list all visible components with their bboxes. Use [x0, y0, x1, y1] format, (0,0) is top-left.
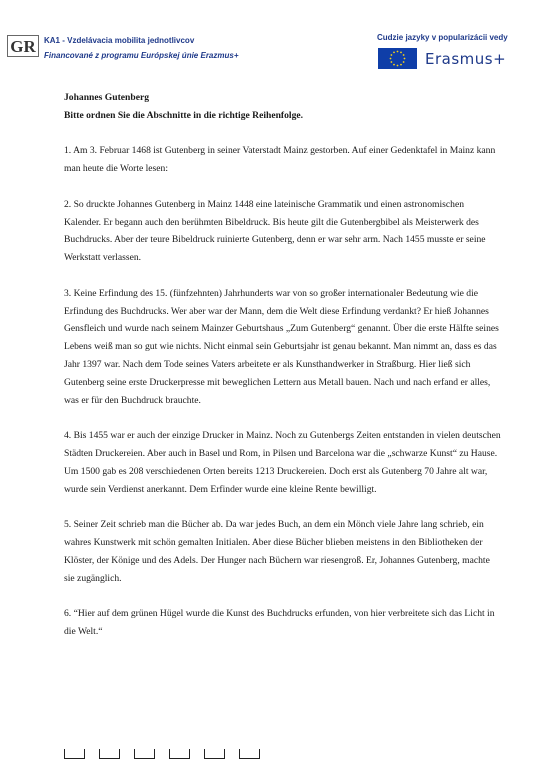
- header-funding-note: Financované z programu Európskej únie Erazmus+: [44, 51, 239, 60]
- document-instruction: Bitte ordnen Sie die Abschnitte in die richtige Reihenfolge.: [64, 109, 304, 121]
- document-title: Johannes Gutenberg: [64, 92, 150, 103]
- answer-boxes: [64, 749, 260, 759]
- paragraph-5: 5. Seiner Zeit schrieb man die Bücher ab. Da war jedes Buch, an dem ein Mönch viele Jahre lang schrieb, ein wahres Kunstwerk mit schön gemalten Initialen. Aber diese Bücher blieben meistens in den Bibliotheken der Klöster, der Könige und des Adels. Der Hunger nach Büchern war riesengroß. Er, Johannes Gutenberg, machte sie zugänglich.: [64, 519, 490, 584]
- paragraph-3: 3. Keine Erfindung des 15. (fünfzehnten) Jahrhunderts war von so großer internationaler Bedeutung wie die Erfindung des Buchdrucks. Wer aber war der Mann, dem die Welt diese Erfindung verdankt? Er hieß Johannes Gensfleich und wurde nach seinem Mainzer Geburtshaus „Zum Gutenberg“ genannt. Über die erste Hälfte seines Lebens weiß man so gut wie nichts. Nicht einmal sein Geburtsjahr ist genau bekannt. Man nimmt an, dass es das Jahr 1397 war. Nach dem Tode seines Vaters arbeitete er als Kunsthandwerker in Straßburg. Hier ließ sich Gutenberg seine erste Druckerpresse mit beweglichen Lettern aus Metall bauen. Nach und nach erfand er alles, was er für den Buchdruck brauchte.: [64, 287, 499, 406]
- answer-box[interactable]: [239, 749, 260, 759]
- page-header: [0, 0, 541, 80]
- document-body: [64, 89, 502, 641]
- paragraph-1: 1. Am 3. Februar 1468 ist Gutenberg in seiner Vaterstadt Mainz gestorben. Auf einer Gedenktafel in Mainz kann man heute die Worte lesen:: [64, 145, 496, 175]
- header-project-title: Cudzie jazyky v popularizácii vedy: [377, 33, 508, 42]
- header-left-text: [44, 33, 239, 63]
- header-program-title: KA1 - Vzdelávacia mobilita jednotlivcov: [44, 36, 195, 45]
- answer-box[interactable]: [169, 749, 190, 759]
- erasmus-logo-text: Erasmus+: [425, 50, 507, 68]
- answer-box[interactable]: [64, 749, 85, 759]
- eu-flag-icon: [378, 48, 417, 69]
- gr-logo: [7, 35, 39, 57]
- answer-box[interactable]: [134, 749, 155, 759]
- paragraph-4: 4. Bis 1455 war er auch der einzige Drucker in Mainz. Noch zu Gutenbergs Zeiten entstanden in vielen deutschen Städten Druckereien. Aber auch in Basel und Rom, in Pilsen und Barcelona war die „schwarze Kunst“ zu Hause. Um 1500 gab es 208 verschiedenen Orten bereits 1213 Druckereien. Doch erst als Gutenberg 70 Jahre alt war, wurde sein Verdienst anerkannt. Dem Erfinder wurde eine kleine Rente bewilligt.: [64, 430, 501, 495]
- paragraph-6: 6. “Hier auf dem grünen Hügel wurde die Kunst des Buchdrucks erfunden, von hier verbreitete sich das Licht in die Welt.“: [64, 608, 495, 637]
- answer-box[interactable]: [204, 749, 225, 759]
- answer-box[interactable]: [99, 749, 120, 759]
- paragraph-2: 2. So druckte Johannes Gutenberg in Mainz 1448 eine lateinische Grammatik und einen astronomischen Kalender. Er begann auch den berühmten Bibeldruck. Bis heute gilt die Gutenbergbibel als Meisterwerk des Buchdrucks. Aber der teure Bibeldruck ruinierte Gutenberg, denn er war sehr arm. Nach 1455 musste er seine Werkstatt verlassen.: [64, 198, 486, 264]
- svg-text:GR: GR: [10, 37, 36, 56]
